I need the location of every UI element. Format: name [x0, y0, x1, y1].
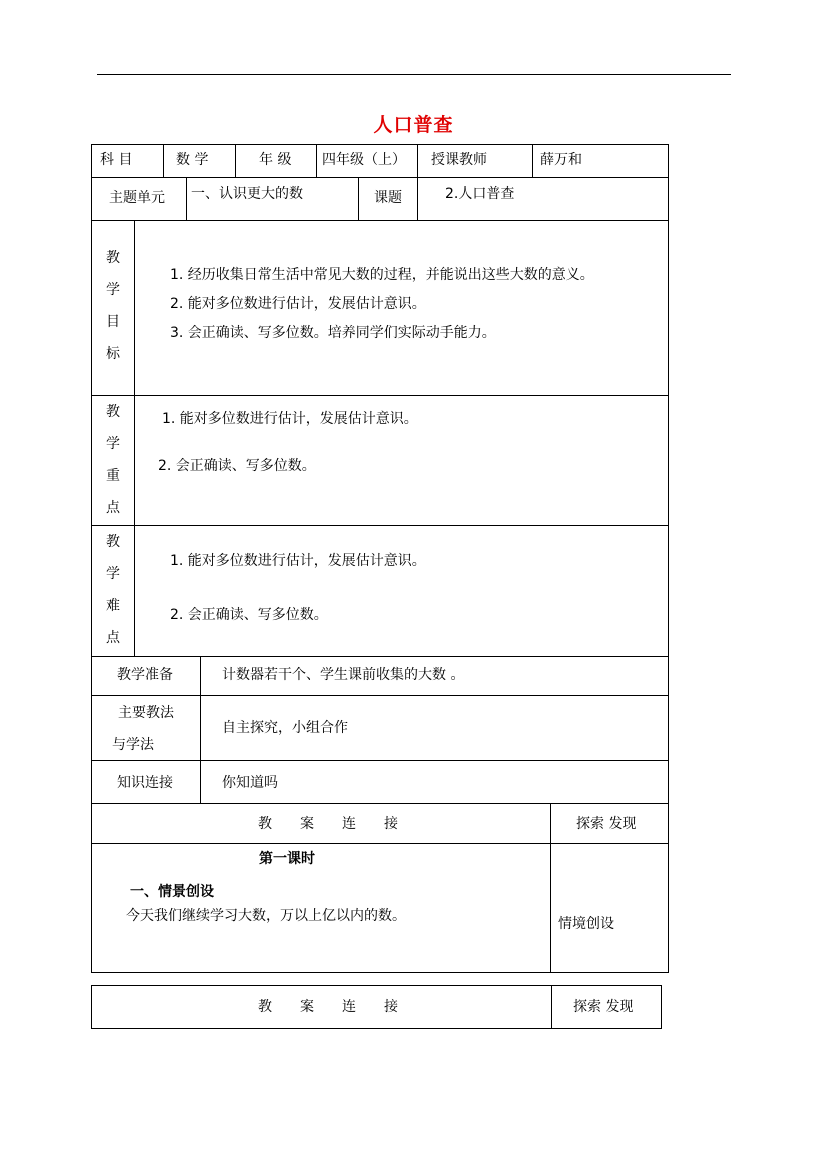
objective-item: 1. 经历收集日常生活中常见大数的过程，并能说出这些大数的意义。: [170, 267, 594, 283]
objective-item: 2. 能对多位数进行估计，发展估计意识。: [170, 296, 426, 312]
plan-header-right: 探索 发现: [576, 816, 637, 832]
subject-label: 科 目: [100, 152, 133, 168]
knowledge-row: [91, 760, 669, 804]
knowledge-value: 你知道吗: [222, 775, 278, 791]
objective-item: 3. 会正确读、写多位数。培养同学们实际动手能力。: [170, 325, 496, 341]
grade-value: 四年级（上）: [322, 152, 406, 168]
teacher-label: 授课教师: [431, 152, 487, 168]
teacher-value: 薛万和: [540, 152, 582, 168]
lesson-section-heading: 一、情景创设: [130, 884, 214, 900]
objectives-label: 教 学 目 标: [106, 250, 120, 362]
lesson-text: 今天我们继续学习大数，万以上亿以内的数。: [126, 908, 406, 924]
knowledge-label: 知识连接: [117, 775, 173, 791]
difficulty-item: 2. 会正确读、写多位数。: [170, 607, 328, 623]
plan-header-2-left: 教 案 连 接: [258, 999, 398, 1015]
lesson-side-note: 情境创设: [558, 916, 614, 932]
key-points-label: 教 学 重 点: [106, 404, 120, 516]
preparation-value: 计数器若干个、学生课前收集的大数 。: [222, 667, 465, 683]
methods-row: [91, 695, 669, 761]
methods-label-line1: 主要教法: [118, 705, 174, 721]
lesson-period: 第一课时: [259, 851, 315, 867]
page-title: 人口普查: [373, 114, 454, 136]
key-point-item: 1. 能对多位数进行估计，发展估计意识。: [162, 411, 418, 427]
topic-value: 2.人口普查: [445, 186, 515, 202]
plan-header-left: 教 案 连 接: [258, 816, 398, 832]
key-point-item: 2. 会正确读、写多位数。: [158, 458, 316, 474]
unit-label: 主题单元: [109, 190, 165, 206]
difficulties-section: [91, 525, 669, 657]
topic-label: 课题: [374, 190, 402, 206]
grade-label: 年 级: [259, 152, 292, 168]
preparation-label: 教学准备: [117, 667, 173, 683]
methods-value: 自主探究，小组合作: [222, 720, 348, 736]
difficulties-label: 教 学 难 点: [106, 534, 120, 646]
top-rule: [97, 74, 731, 75]
difficulty-item: 1. 能对多位数进行估计，发展估计意识。: [170, 553, 426, 569]
subject-value: 数 学: [176, 152, 209, 168]
methods-label-line2: 与学法: [112, 737, 154, 753]
unit-value: 一、认识更大的数: [191, 186, 303, 202]
plan-header-2-right: 探索 发现: [573, 999, 634, 1015]
